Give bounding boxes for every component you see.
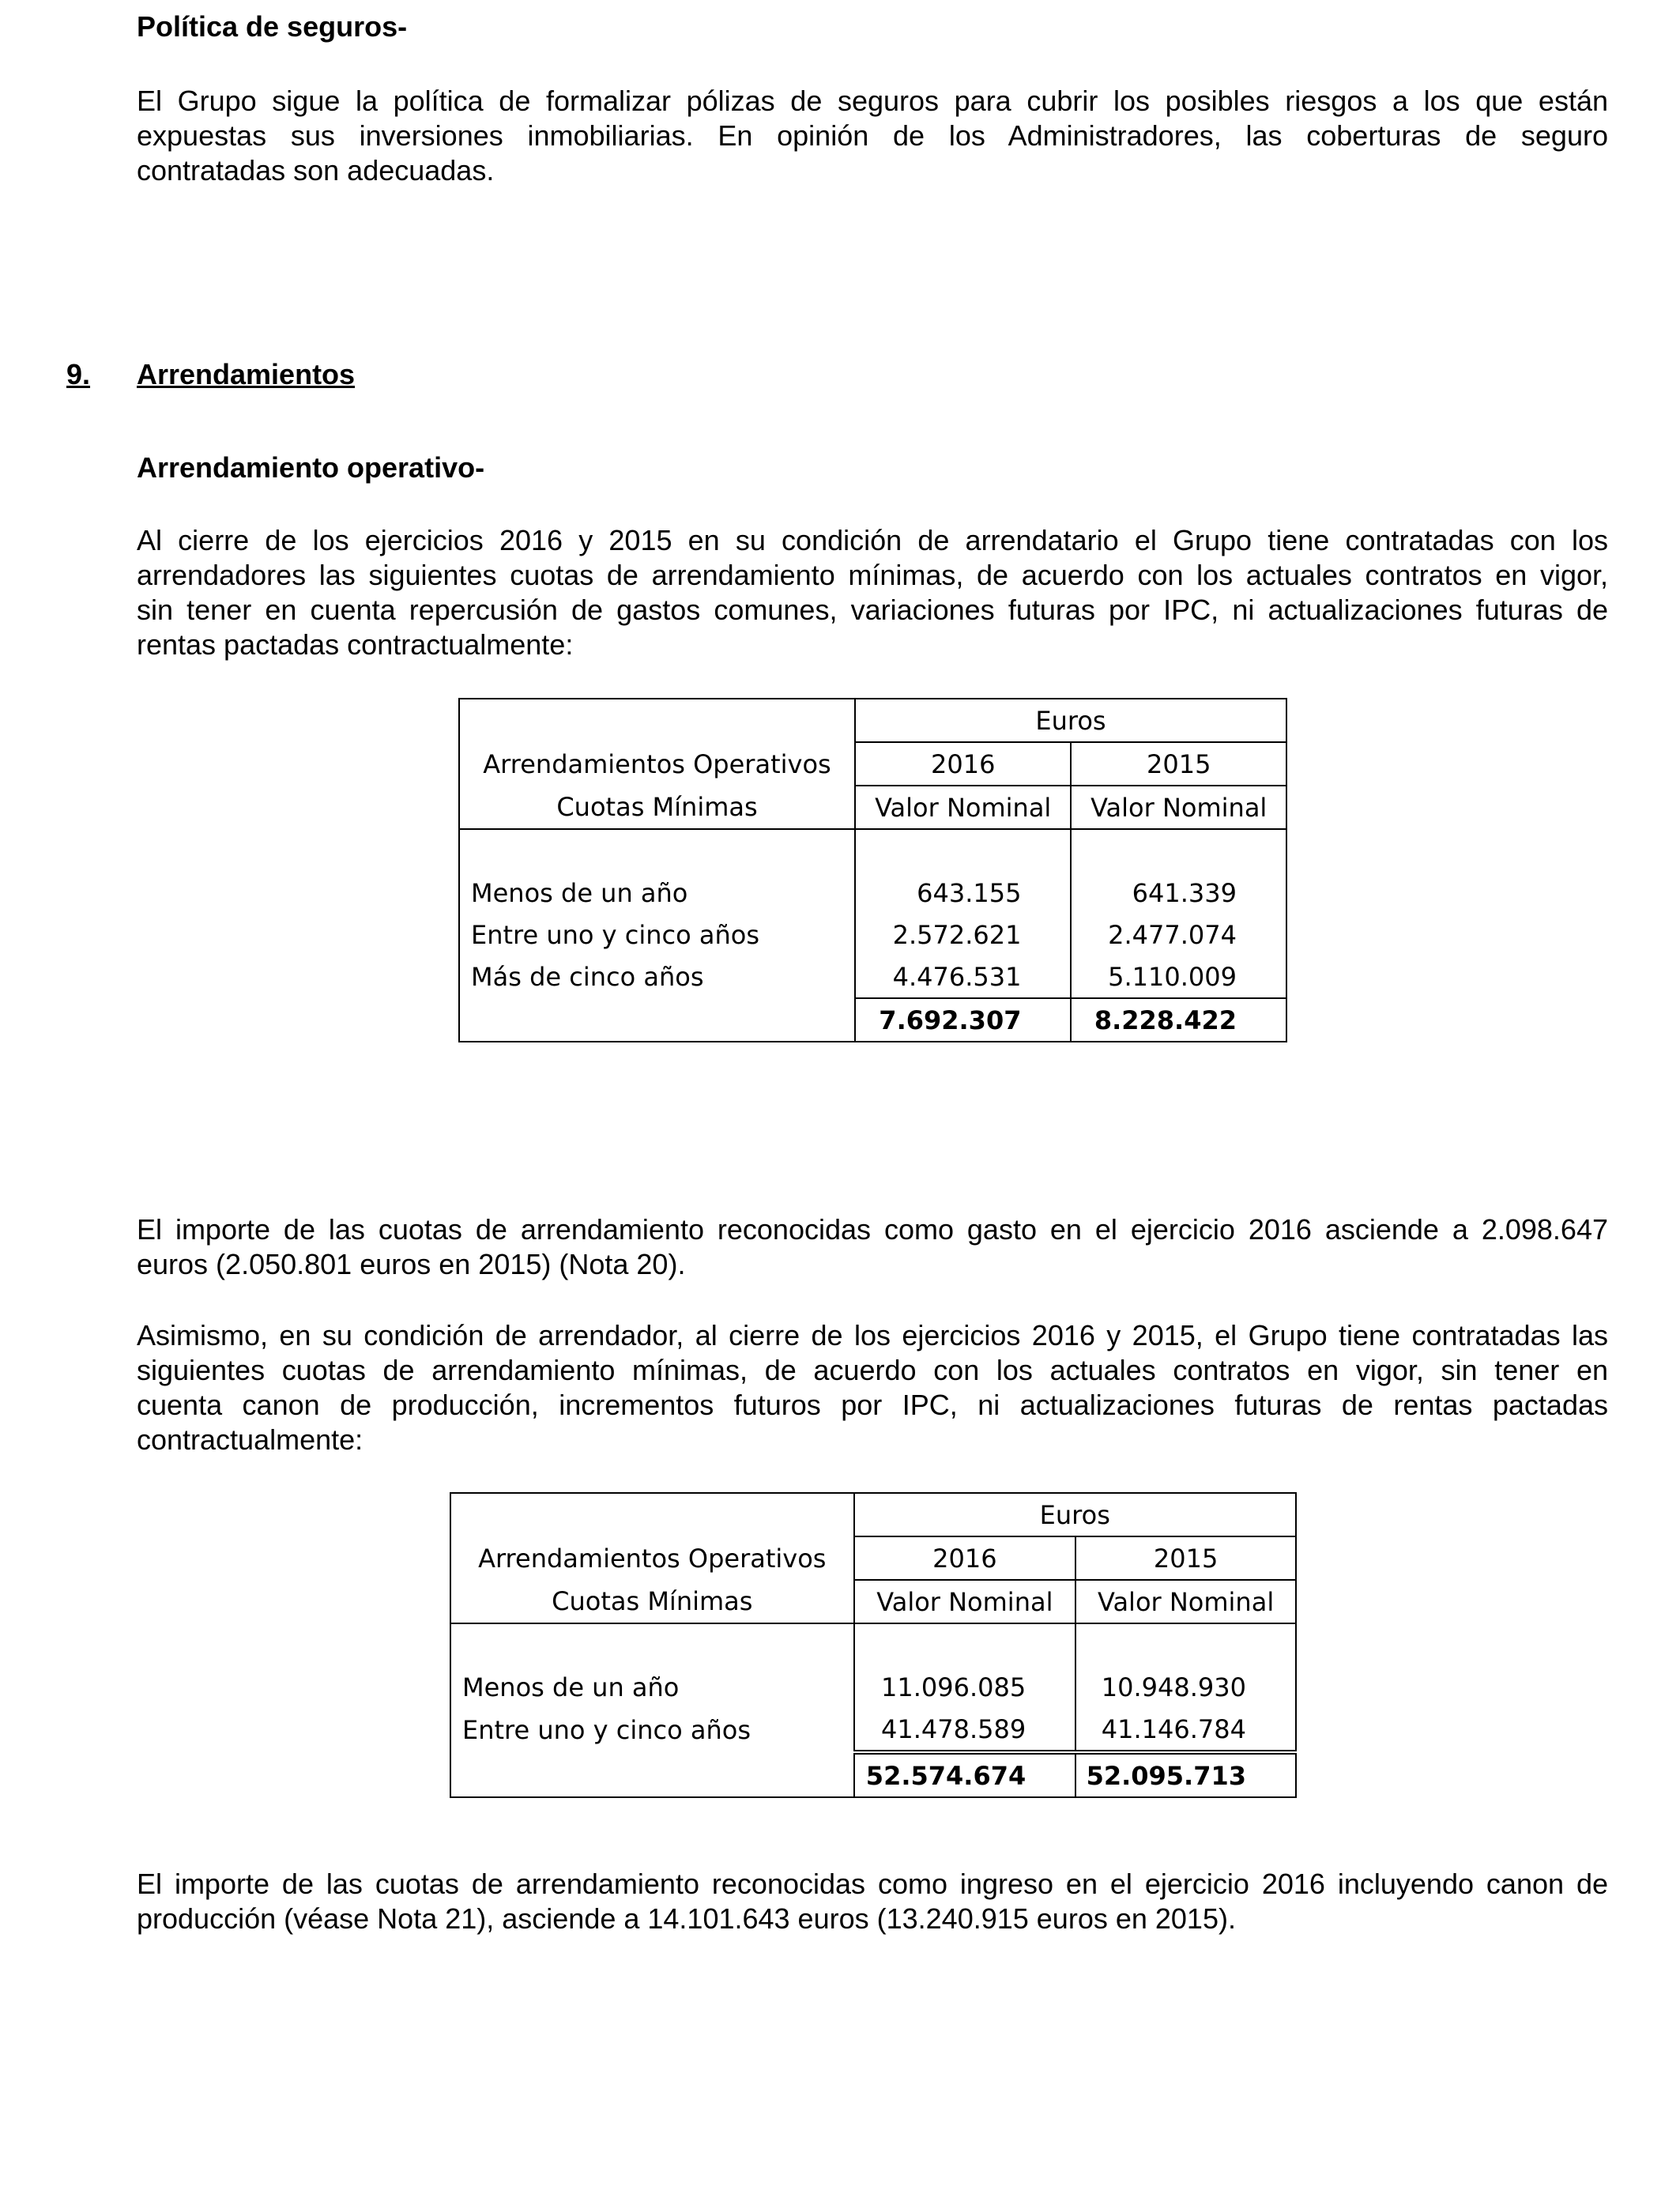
year-header: 2016: [854, 1536, 1076, 1580]
table-label: Arrendamientos Operativos: [459, 742, 855, 786]
year-header: 2015: [1075, 1536, 1296, 1580]
row-value: 643.155: [855, 872, 1071, 914]
table-label: Arrendamientos Operativos: [450, 1536, 854, 1580]
paragraph-line: El Grupo sigue la política de formalizar pólizas de seguros para cubrir los posibles riesgos a los que están: [137, 85, 1608, 117]
paragraph-line: contractualmente:: [137, 1423, 363, 1456]
lessee-lease-table: [458, 698, 1287, 1042]
operating-intro: [137, 523, 1608, 662]
value-header: Valor Nominal: [1071, 786, 1286, 829]
operating-heading: Arrendamiento operativo-: [137, 451, 485, 484]
paragraph-line: producción (véase Nota 21), asciende a 14.101.643 euros (13.240.915 euros en 2015).: [137, 1902, 1236, 1935]
row-label: Más de cinco años: [459, 956, 855, 998]
total-row: [450, 1752, 1296, 1797]
row-value: 2.477.074: [1071, 914, 1286, 956]
currency-header: Euros: [854, 1493, 1296, 1536]
paragraph-line: cuenta canon de producción, incrementos futuros por IPC, ni actualizaciones futuras de rentas pactadas: [137, 1389, 1608, 1421]
expense-paragraph: [137, 1212, 1608, 1282]
table-label: Cuotas Mínimas: [450, 1580, 854, 1623]
insurance-heading: Política de seguros-: [137, 10, 408, 43]
row-label: Entre uno y cinco años: [450, 1708, 854, 1752]
value-header: Valor Nominal: [1075, 1580, 1296, 1623]
row-value: 641.339: [1071, 872, 1286, 914]
section-title: Arrendamientos: [137, 358, 356, 390]
lessor-lease-table: [450, 1492, 1297, 1798]
row-value: 11.096.085: [854, 1666, 1076, 1708]
paragraph-line: Al cierre de los ejercicios 2016 y 2015 en su condición de arrendatario el Grupo tiene contratadas con los: [137, 524, 1608, 556]
table-label: Cuotas Mínimas: [459, 786, 855, 829]
insurance-paragraph: [137, 84, 1608, 188]
total-value: 52.095.713: [1075, 1752, 1296, 1797]
row-value: 41.478.589: [854, 1708, 1076, 1752]
value-header: Valor Nominal: [854, 1580, 1076, 1623]
total-value: 52.574.674: [854, 1752, 1076, 1797]
table-row: [450, 1666, 1296, 1708]
income-paragraph: [137, 1867, 1608, 1936]
table-row: [450, 1708, 1296, 1752]
paragraph-line: expuestas sus inversiones inmobiliarias. En opinión de los Administradores, las coberturas de seguro: [137, 119, 1608, 152]
row-value: 4.476.531: [855, 956, 1071, 998]
paragraph-line: Asimismo, en su condición de arrendador, al cierre de los ejercicios 2016 y 2015, el Grupo tiene contratadas las: [137, 1319, 1608, 1351]
row-label: Menos de un año: [459, 872, 855, 914]
row-value: 10.948.930: [1075, 1666, 1296, 1708]
row-value: 41.146.784: [1075, 1708, 1296, 1752]
paragraph-line: El importe de las cuotas de arrendamiento reconocidas como gasto en el ejercicio 2016 asciende a 2.098.647: [137, 1213, 1608, 1246]
row-label: Menos de un año: [450, 1666, 854, 1708]
total-value: 8.228.422: [1071, 998, 1286, 1042]
paragraph-line: El importe de las cuotas de arrendamiento reconocidas como ingreso en el ejercicio 2016 incluyendo canon de: [137, 1868, 1608, 1900]
total-row: [459, 998, 1286, 1042]
paragraph-line: euros (2.050.801 euros en 2015) (Nota 20).: [137, 1248, 686, 1280]
currency-header: Euros: [855, 699, 1286, 742]
row-label: Entre uno y cinco años: [459, 914, 855, 956]
paragraph-line: arrendadores las siguientes cuotas de arrendamiento mínimas, de acuerdo con los actuales contratos en vigor,: [137, 559, 1608, 591]
row-value: 5.110.009: [1071, 956, 1286, 998]
paragraph-line: contratadas son adecuadas.: [137, 154, 495, 187]
year-header: 2015: [1071, 742, 1286, 786]
table-row: [459, 956, 1286, 998]
table-row: [459, 872, 1286, 914]
total-value: 7.692.307: [855, 998, 1071, 1042]
year-header: 2016: [855, 742, 1071, 786]
value-header: Valor Nominal: [855, 786, 1071, 829]
lessor-paragraph: [137, 1318, 1608, 1457]
paragraph-line: siguientes cuotas de arrendamiento mínimas, de acuerdo con los actuales contratos en vigor, sin tener en: [137, 1354, 1608, 1386]
table-row: [459, 914, 1286, 956]
paragraph-line: rentas pactadas contractualmente:: [137, 628, 574, 661]
row-value: 2.572.621: [855, 914, 1071, 956]
section-number: 9.: [66, 358, 91, 390]
paragraph-line: sin tener en cuenta repercusión de gastos comunes, variaciones futuras por IPC, ni actualizaciones futuras de: [137, 594, 1608, 626]
